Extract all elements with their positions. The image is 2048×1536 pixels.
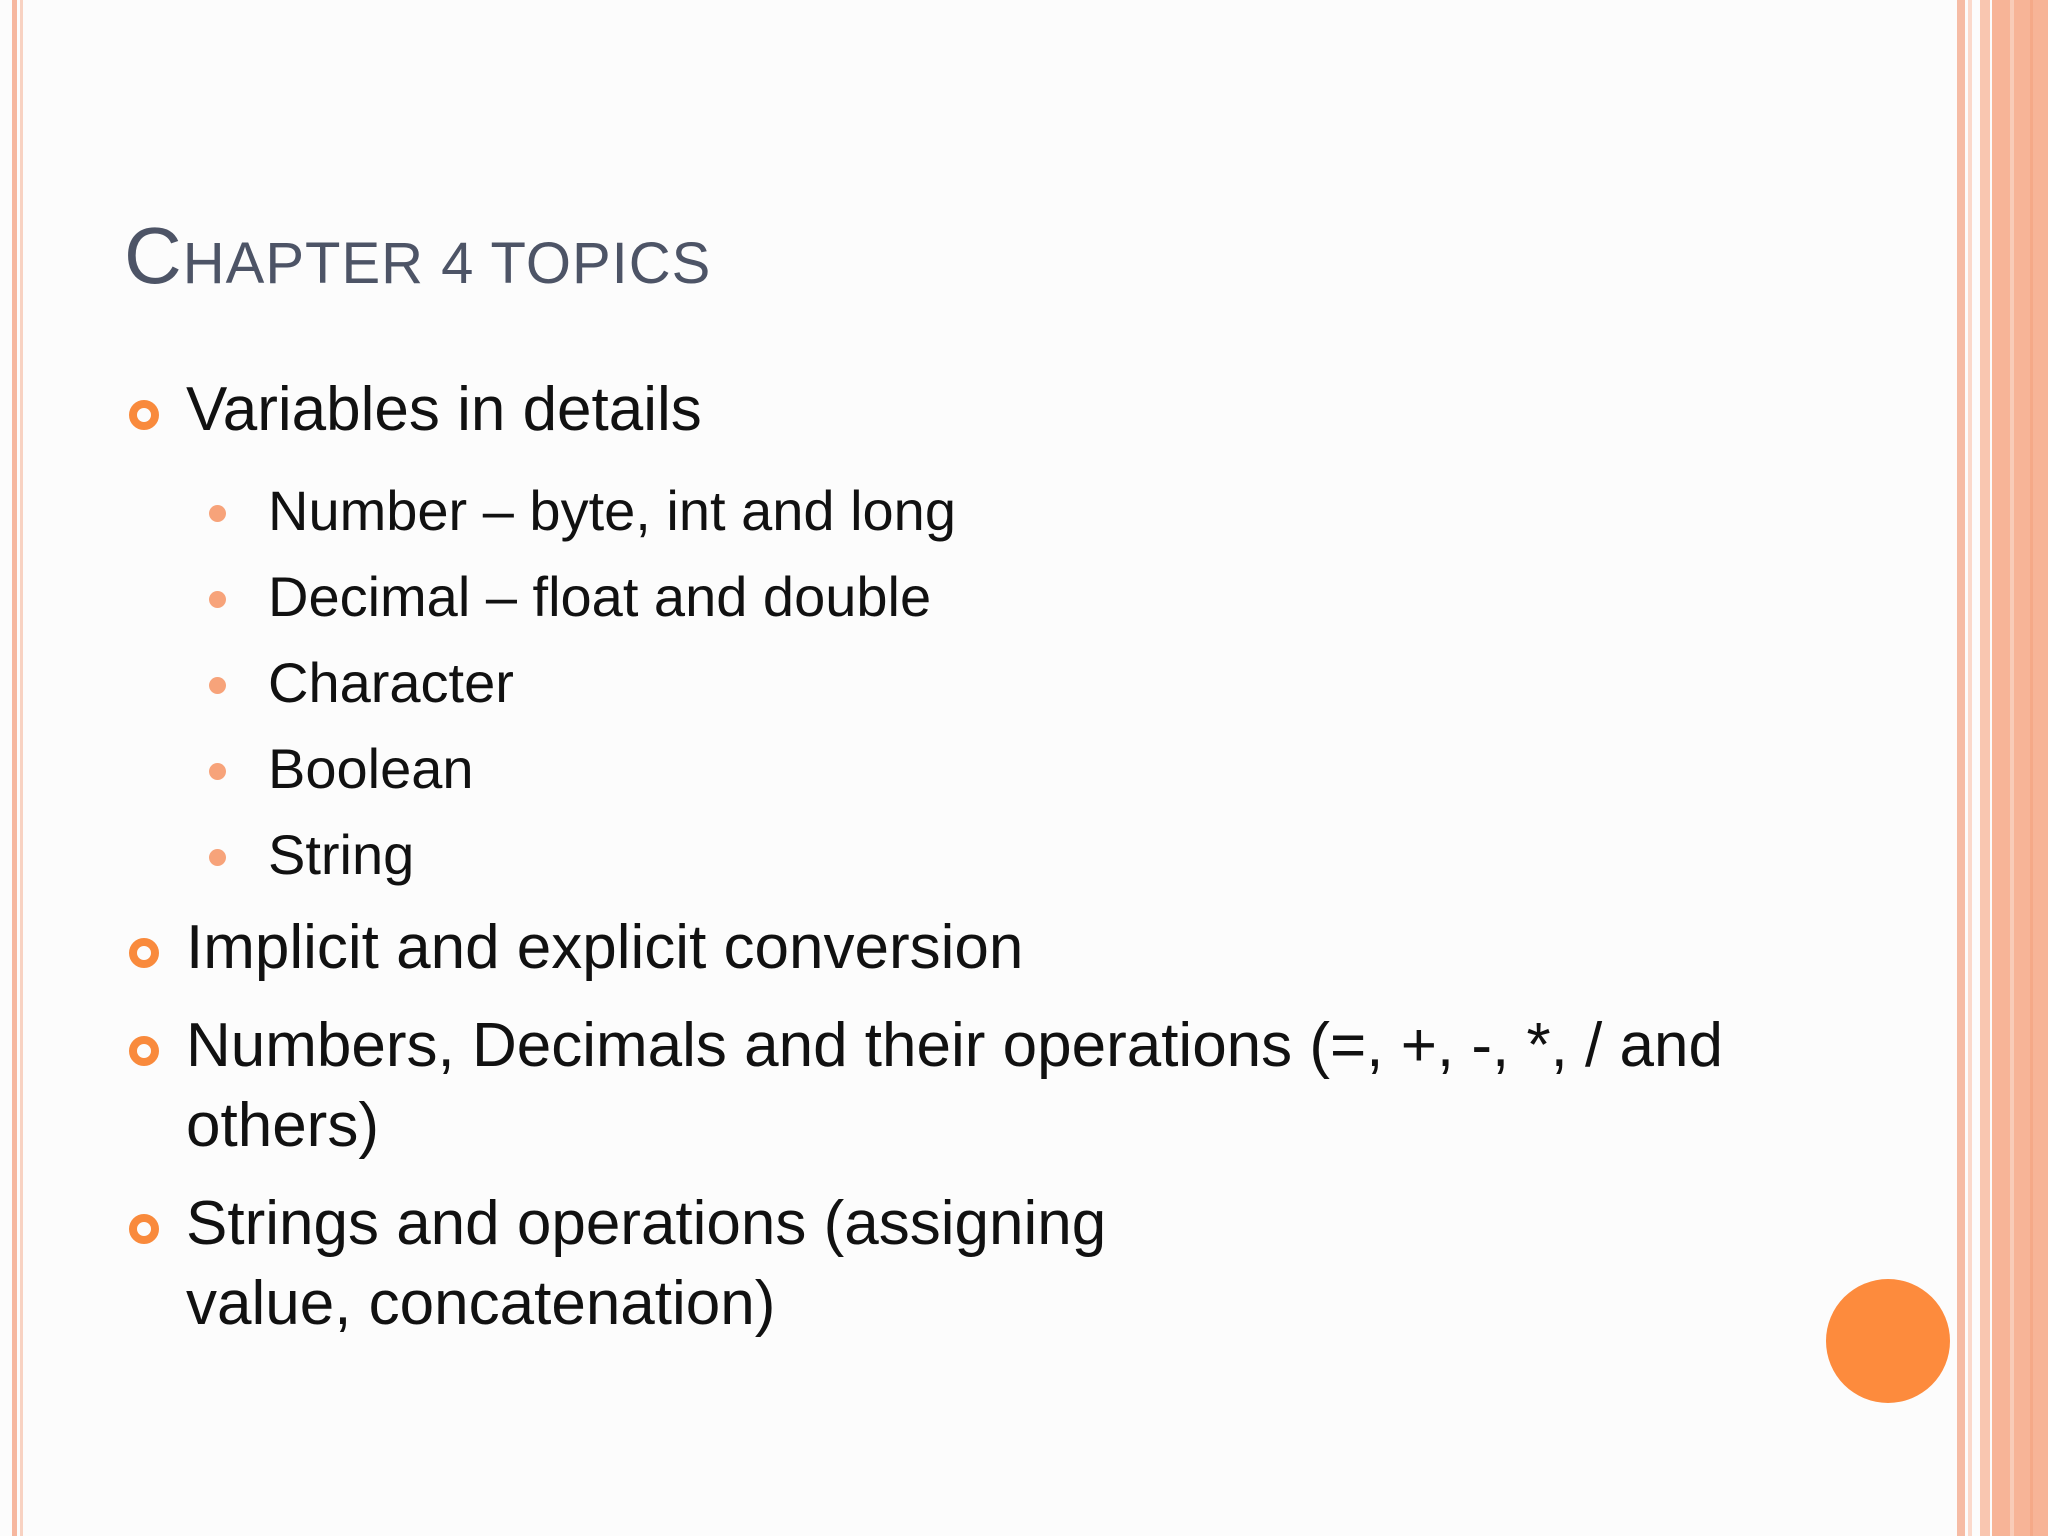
bullet-numbers-operations <box>124 1006 1746 1166</box>
dot-bullet-icon <box>209 763 226 780</box>
bullet-list <box>124 370 1804 1362</box>
bullet-strings-operations <box>124 1184 1266 1344</box>
bullet-text: Implicit and explicit conversion <box>186 913 1024 982</box>
dot-bullet-icon <box>209 505 226 522</box>
sub-bullet-string <box>124 812 1804 898</box>
bullet-text: Numbers, Decimals and their operations (=, +, -, *, / and others) <box>186 1011 1723 1160</box>
sub-bullet-list <box>124 468 1804 898</box>
ring-bullet-icon <box>129 1214 159 1244</box>
right-decor-stripe-2 <box>1980 0 1990 1536</box>
title-rest: HAPTER 4 TOPICS <box>182 231 712 296</box>
right-decor-stripe <box>1957 0 1965 1536</box>
left-decor-stripe-light <box>20 0 23 1536</box>
sub-bullet-decimal <box>124 554 1804 640</box>
sub-bullet-number <box>124 468 1804 554</box>
sub-bullet-text: Decimal – float and double <box>268 565 932 628</box>
sub-bullet-text: Character <box>268 651 514 714</box>
sub-bullet-boolean <box>124 726 1804 812</box>
ring-bullet-icon <box>129 400 159 430</box>
title-initial: C <box>124 211 183 300</box>
bullet-text: Strings and operations (assigning value, concatenation) <box>186 1189 1107 1338</box>
right-decor-band-line-2 <box>2030 0 2033 1536</box>
sub-bullet-text: Number – byte, int and long <box>268 479 956 542</box>
bullet-variables <box>124 370 1804 450</box>
bullet-text: Variables in details <box>186 375 702 444</box>
right-decor-band-line <box>2010 0 2014 1536</box>
left-decor-stripe <box>12 0 17 1536</box>
sub-bullet-text: Boolean <box>268 737 474 800</box>
right-decor-stripe-light <box>1968 0 1972 1536</box>
right-decor-band <box>1992 0 2048 1536</box>
dot-bullet-icon <box>209 677 226 694</box>
dot-bullet-icon <box>209 591 226 608</box>
dot-bullet-icon <box>209 849 226 866</box>
ring-bullet-icon <box>129 938 159 968</box>
slide-title <box>124 210 711 302</box>
bullet-conversion <box>124 908 1804 988</box>
orange-circle-decoration <box>1826 1279 1950 1403</box>
sub-bullet-text: String <box>268 823 415 886</box>
ring-bullet-icon <box>129 1036 159 1066</box>
sub-bullet-character <box>124 640 1804 726</box>
